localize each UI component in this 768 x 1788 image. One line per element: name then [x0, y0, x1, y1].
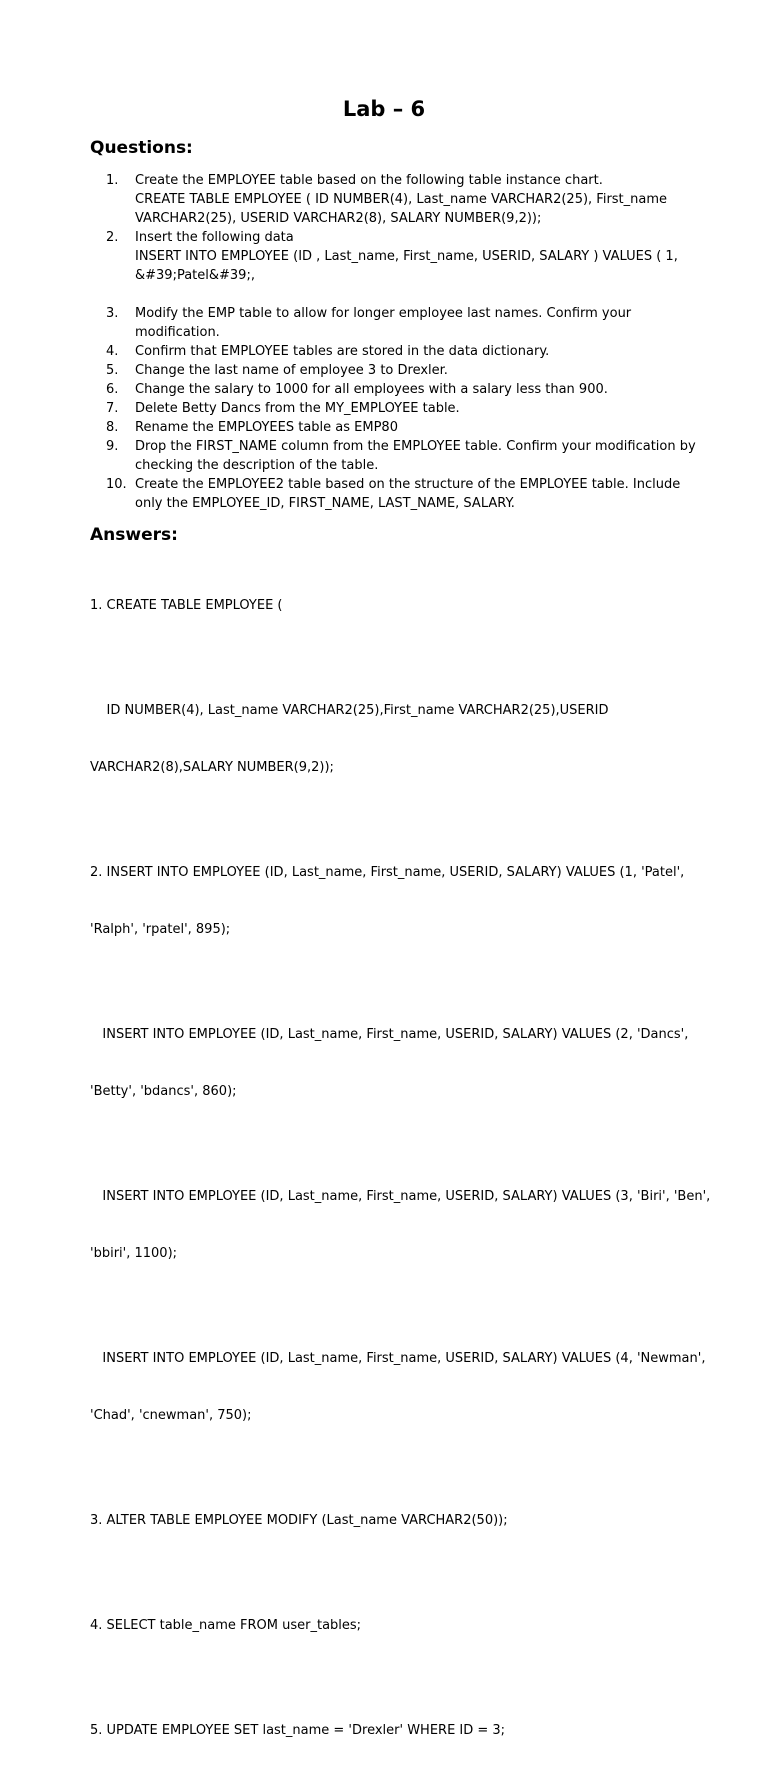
answer-line: VARCHAR2(8),SALARY NUMBER(9,2));	[90, 760, 334, 775]
question-item	[0, 361, 768, 380]
answer-paragraph	[90, 663, 680, 815]
answer-paragraph	[90, 558, 680, 653]
question-number: 5.	[106, 363, 119, 378]
question-number: 3.	[106, 306, 119, 321]
question-number: 4.	[106, 344, 119, 359]
question-text: Modify the EMP table to allow for longer employee last names. Confirm your	[135, 306, 632, 321]
question-number: 1.	[106, 173, 119, 188]
question-text: &#39;Patel&#39;,	[135, 268, 255, 283]
question-item	[0, 380, 768, 399]
answer-paragraph	[90, 1578, 680, 1673]
answer-line: 'Chad', 'cnewman', 750);	[90, 1408, 252, 1423]
answer-paragraph	[90, 987, 689, 1139]
question-number: 6.	[106, 382, 119, 397]
question-text: Confirm that EMPLOYEE tables are stored in the data dictionary.	[135, 344, 550, 359]
question-text: Create the EMPLOYEE2 table based on the structure of the EMPLOYEE table. Include	[135, 477, 681, 492]
question-text: only the EMPLOYEE_ID, FIRST_NAME, LAST_NAME, SALARY.	[135, 496, 515, 511]
answer-line: INSERT INTO EMPLOYEE (ID, Last_name, First_name, USERID, SALARY) VALUES (2, 'Dancs',	[90, 1027, 689, 1042]
answer-paragraph	[90, 1683, 680, 1778]
questions-heading: Questions:	[90, 138, 193, 158]
question-text: CREATE TABLE EMPLOYEE ( ID NUMBER(4), Last_name VARCHAR2(25), First_name	[135, 192, 668, 207]
question-number: 2.	[106, 230, 119, 245]
question-text: Change the salary to 1000 for all employees with a salary less than 900.	[135, 382, 608, 397]
answer-line: 2. INSERT INTO EMPLOYEE (ID, Last_name, First_name, USERID, SALARY) VALUES (1, 'Patel',	[90, 865, 685, 880]
question-text: modification.	[135, 325, 220, 340]
question-number: 7.	[106, 401, 119, 416]
answers-heading: Answers:	[90, 525, 178, 545]
answer-line: INSERT INTO EMPLOYEE (ID, Last_name, First_name, USERID, SALARY) VALUES (4, 'Newman',	[90, 1351, 706, 1366]
question-text: Delete Betty Dancs from the MY_EMPLOYEE table.	[135, 401, 460, 416]
question-item	[0, 437, 768, 475]
answer-line: 'Betty', 'bdancs', 860);	[90, 1084, 237, 1099]
question-item	[0, 399, 768, 418]
question-number: 8.	[106, 420, 119, 435]
answer-line: 3. ALTER TABLE EMPLOYEE MODIFY (Last_name VARCHAR2(50));	[90, 1513, 508, 1528]
answer-paragraph	[90, 1473, 680, 1568]
answer-paragraph	[90, 825, 685, 977]
questions-list	[0, 171, 768, 513]
answer-paragraph	[90, 1149, 711, 1301]
question-text: Insert the following data	[135, 230, 294, 245]
question-text: Rename the EMPLOYEES table as EMP80	[135, 420, 398, 435]
answer-line: ID NUMBER(4), Last_name VARCHAR2(25),First_name VARCHAR2(25),USERID	[90, 703, 609, 718]
question-item	[0, 418, 768, 437]
answer-line: 1. CREATE TABLE EMPLOYEE (	[90, 598, 283, 613]
question-item	[0, 228, 768, 285]
question-text: INSERT INTO EMPLOYEE (ID , Last_name, First_name, USERID, SALARY ) VALUES ( 1,	[135, 249, 678, 264]
question-text: Drop the FIRST_NAME column from the EMPLOYEE table. Confirm your modification by	[135, 439, 696, 454]
question-text: Create the EMPLOYEE table based on the following table instance chart.	[135, 173, 603, 188]
question-item	[0, 304, 768, 342]
answer-line: 'bbiri', 1100);	[90, 1246, 178, 1261]
question-item	[0, 475, 768, 513]
question-item	[0, 342, 768, 361]
question-item	[0, 171, 768, 228]
question-text: Change the last name of employee 3 to Drexler.	[135, 363, 448, 378]
page-title: Lab – 6	[342, 97, 426, 121]
answers-section	[90, 558, 711, 1788]
question-text: checking the description of the table.	[135, 458, 379, 473]
question-number: 9.	[106, 439, 119, 454]
answer-line: 4. SELECT table_name FROM user_tables;	[90, 1618, 362, 1633]
answer-line: 5. UPDATE EMPLOYEE SET last_name = 'Drexler' WHERE ID = 3;	[90, 1723, 506, 1738]
answer-paragraph	[90, 1311, 706, 1463]
question-number: 10.	[106, 477, 127, 492]
answer-line: INSERT INTO EMPLOYEE (ID, Last_name, First_name, USERID, SALARY) VALUES (3, 'Biri', 'Ben',	[90, 1189, 711, 1204]
answer-line: 'Ralph', 'rpatel', 895);	[90, 922, 231, 937]
question-text: VARCHAR2(25), USERID VARCHAR2(8), SALARY NUMBER(9,2));	[135, 211, 542, 226]
